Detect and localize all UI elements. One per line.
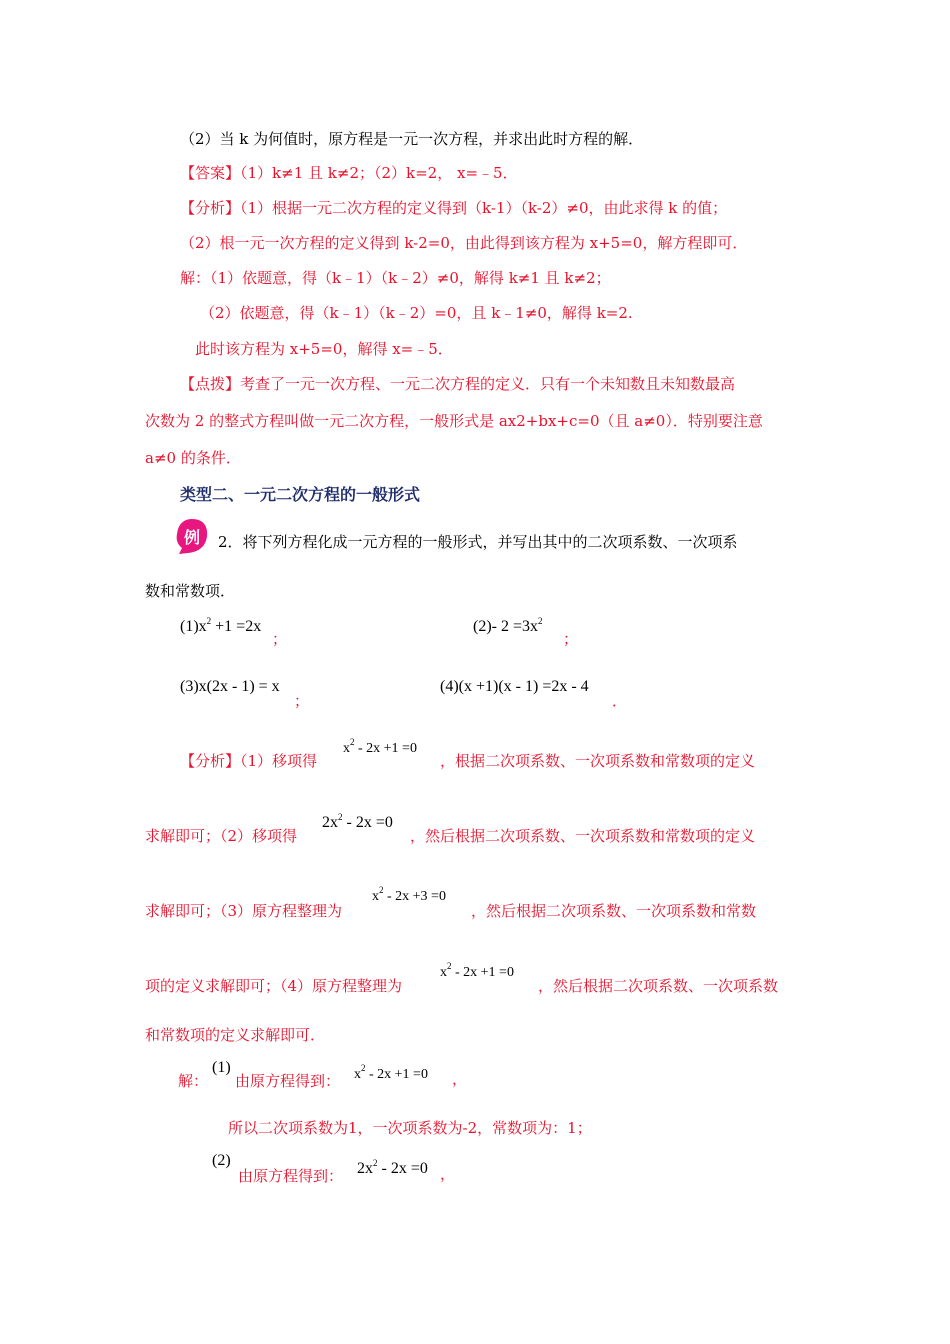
solution2-step-2-number: (2) [212,1152,231,1169]
equation-2-semicolon: ； [563,630,579,648]
analysis2-line-3-eq: $x^2 - 2x +3 =0$ [372,885,446,904]
solution2-step-2-comma: ， [440,1165,456,1183]
answer-line: 【答案】（1）k≠1 且 k≠2；（2）k=2， x=﹣5． [180,164,518,182]
solution2-step-1-text: 由原方程得到： [235,1072,341,1090]
analysis2-line-3-pre: 求解即可；（3）原方程整理为 [145,902,343,920]
example-badge-text: 例 [184,528,201,547]
example-badge-icon [175,517,209,555]
solution2-step-1-comma: ， [452,1070,468,1088]
analysis2-line-1-pre: 【分析】（1）移项得 [180,752,318,770]
analysis2-line-2-eq: $2x^2 - 2x =0$ [322,812,393,831]
analysis2-line-3-post: ，然后根据二次项系数、一次项系数和常数 [471,902,757,920]
solution2-step-2-text: 由原方程得到： [238,1167,344,1185]
equation-2: (2)- $2 =3x^2$ [473,616,543,635]
tip-line-2: 次数为 2 的整式方程叫做一元二次方程，一般形式是 ax2+bx+c=0（且 a≠0）．特别要注意 [145,412,763,430]
equation-4-period: ． [612,692,628,710]
solution-line-2: （2）依题意，得（k﹣1）（k﹣2）=0，且 k﹣1≠0，解得 k=2. [200,304,633,322]
example-line-2: 数和常数项． [145,582,236,600]
analysis2-line-4-post: ，然后根据二次项系数、一次项系数 [538,977,779,995]
analysis2-line-1-post: ，根据二次项系数、一次项系数和常数项的定义 [440,752,756,770]
equation-3-semicolon: ； [294,692,310,710]
equation-1: $(1)x^2 +1 =2x$ [180,616,262,635]
analysis2-line-5: 和常数项的定义求解即可． [145,1026,326,1044]
solution-line-1: 解：（1）依题意，得（k﹣1）（k﹣2）≠0，解得 k≠1 且 k≠2； [180,269,611,287]
solution2-label: 解： [178,1072,209,1090]
tip-line-1: 【点拨】考查了一元一次方程、一元二次方程的定义．只有一个未知数且未知数最高 [180,375,736,393]
analysis2-line-4-eq: $x^2 - 2x +1 =0$ [440,961,514,980]
analysis2-line-1-eq: $x^2 - 2x +1 =0$ [343,737,417,756]
analysis-line-1: 【分析】（1）根据一元二次方程的定义得到（k-1）（k-2）≠0，由此求得 k 的值； [180,199,728,217]
solution2-step-1-eq: $x^2 - 2x +1 =0$ [354,1063,428,1082]
example-line-1: 2．将下列方程化成一元方程的一般形式，并写出其中的二次项系数、一次项系 [218,533,738,551]
equation-1-semicolon: ； [272,630,288,648]
analysis2-line-2-post: ，然后根据二次项系数、一次项系数和常数项的定义 [410,827,756,845]
solution2-coefficients: 所以二次项系数为1，一次项系数为-2，常数项为：1； [228,1119,592,1137]
analysis2-line-4-pre: 项的定义求解即可；（4）原方程整理为 [145,977,403,995]
solution-line-3: 此时该方程为 x+5=0，解得 x=﹣5． [195,340,453,358]
question-part-2: （2）当 k 为何值时，原方程是一元一次方程，并求出此时方程的解． [180,130,644,148]
equation-4: (4)(x +1)(x - 1) =2x - 4 [440,678,589,695]
analysis2-line-2-pre: 求解即可；（2）移项得 [145,827,298,845]
analysis-line-2: （2）根一元一次方程的定义得到 k-2=0，由此得到该方程为 x+5=0，解方程即可． [180,234,748,252]
solution2-step-2-eq: $2x^2 - 2x =0$ [357,1158,428,1177]
tip-line-3: a≠0 的条件． [145,449,241,467]
solution2-step-1-number: (1) [212,1059,231,1076]
section-title: 类型二、一元二次方程的一般形式 [180,485,421,504]
equation-3: (3)x(2x - 1) = x [180,678,280,695]
